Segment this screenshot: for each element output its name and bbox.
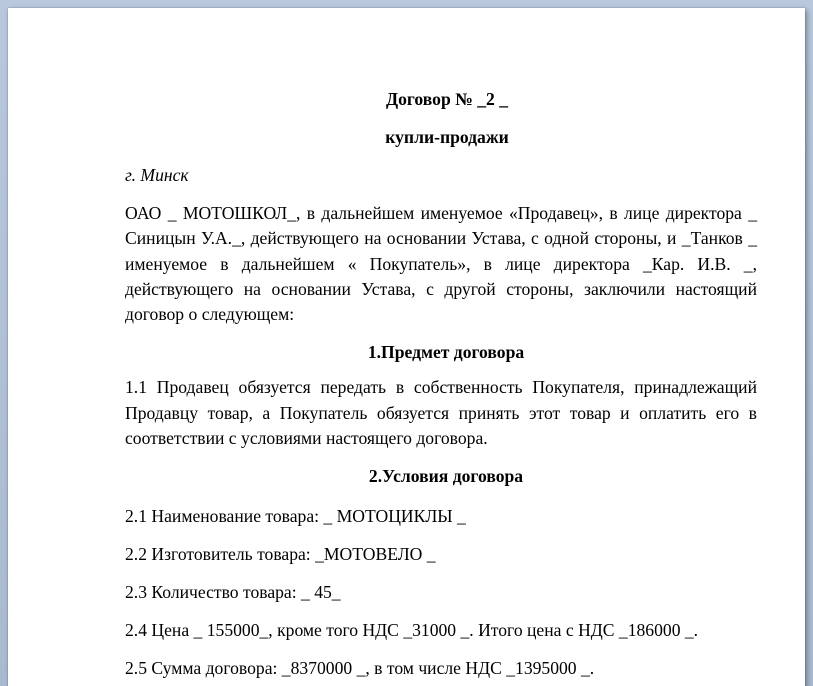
clause-2-1: 2.1 Наименование товара: _ МОТОЦИКЛЫ _ — [125, 506, 466, 527]
city-line: г. Минск — [125, 165, 189, 185]
preamble-paragraph: ОАО _ МОТОШКОЛ_, в дальнейшем именуемое «Продавец», в лице директора _ Синицын У.А._, действующего на основании Устава, с одной стороны, и _Танков _ именуемое в дальнейшем « Покупатель», в лице директора _Кар. И.В. _, действующего на основании Устава, с другой стороны, заключили настоящий договор о следующем: — [125, 203, 757, 325]
contract-title: Договор № _2 _ — [385, 89, 509, 109]
clause-2-4: 2.4 Цена _ 155000_, кроме того НДС _31000 _. Итого цена с НДС _186000 _. — [125, 620, 699, 641]
document-page — [8, 8, 805, 686]
clause-1-1: 1.1 Продавец обязуется передать в собственность Покупателя, принадлежащий Продавцу товар, а Покупатель обязуется принять этот товар и оплатить его в соответствии с условиями настоящего договора. — [125, 377, 757, 449]
document-body — [125, 88, 757, 679]
section-2-heading: 2.Условия договора — [368, 466, 524, 487]
section-1-heading: 1.Предмет договора — [367, 342, 525, 363]
clause-2-5: 2.5 Сумма договора: _8370000 _, в том числе НДС _1395000 _. — [125, 658, 595, 679]
contract-subtitle: купли-продажи — [385, 127, 509, 147]
clause-2-2: 2.2 Изготовитель товара: _МОТОВЕЛО _ — [125, 544, 436, 565]
clause-2-3: 2.3 Количество товара: _ 45_ — [125, 582, 341, 603]
